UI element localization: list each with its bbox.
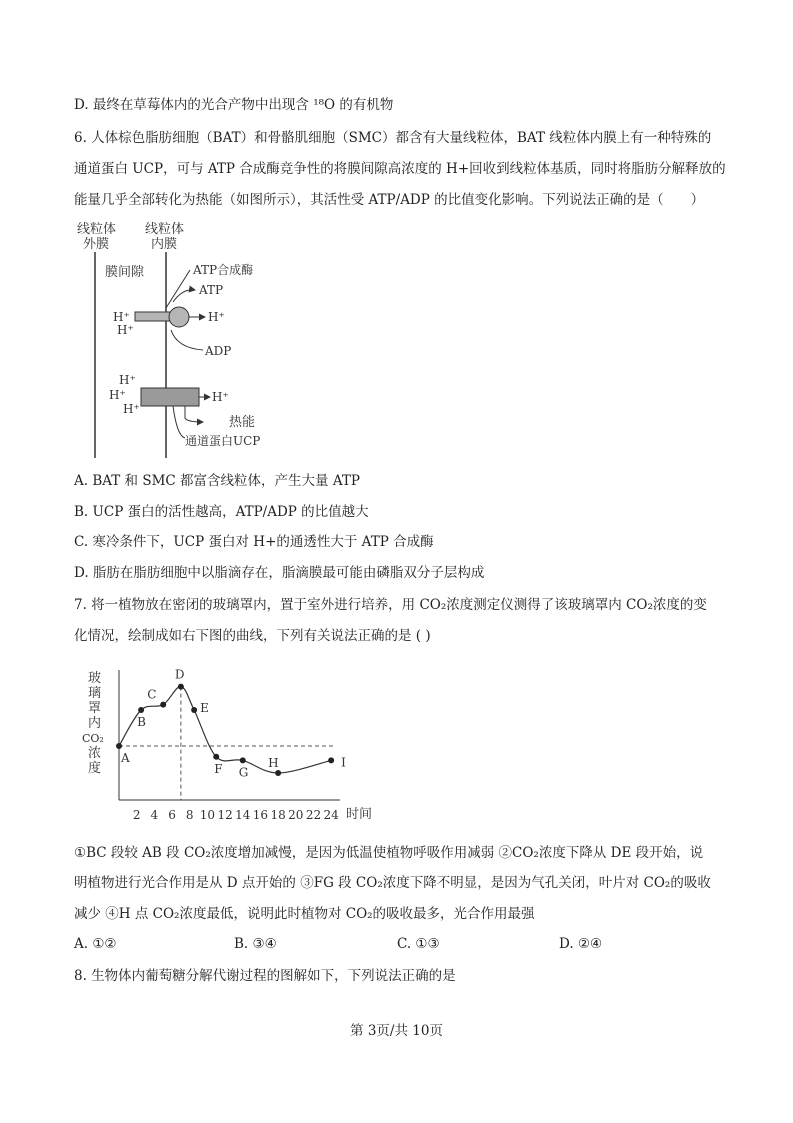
y-label-char: 内	[88, 716, 102, 731]
q6-option-d: D. 脂肪在脂肪细胞中以脂滴存在，脂滴膜最可能由磷脂双分子层构成	[74, 565, 485, 581]
x-tick-label: 6	[168, 808, 176, 822]
q6-stem-line-1: 6. 人体棕色脂肪细胞（BAT）和骨骼肌细胞（SMC）都含有大量线粒体，BAT 线粒体内膜上有一种特殊的	[74, 130, 712, 146]
x-tick-label: 22	[305, 808, 322, 822]
ucp-channel	[141, 388, 199, 406]
x-tick-label: 14	[235, 808, 251, 822]
data-point-g	[240, 757, 246, 763]
point-label-b: B	[137, 715, 146, 729]
q7-option-d: D. ②④	[559, 936, 603, 952]
q6-stem-line-2: 通道蛋白 UCP，可与 ATP 合成酶竞争性的将膜间隙高浓度的 H+回收到线粒体基质，同时将脂肪分解释放的	[74, 161, 726, 177]
adp-label: ADP	[205, 344, 232, 358]
y-label-char: 浓	[88, 746, 102, 761]
q7-option-b: B. ③④	[234, 936, 277, 952]
q8-stem-line-1: 8. 生物体内葡萄糖分解代谢过程的图解如下，下列说法正确的是	[74, 968, 456, 984]
point-label-c: C	[147, 687, 157, 702]
point-label-f: F	[214, 761, 223, 776]
q6-stem-line-3: 能量几乎全部转化为热能（如图所示），其活性受 ATP/ADP 的比值变化影响。下列说法正确的是（ ）	[74, 192, 705, 208]
x-tick-label: 18	[270, 808, 286, 822]
q6-option-a: A. BAT 和 SMC 都富含线粒体，产生大量 ATP	[74, 473, 360, 489]
ucp-label: 通道蛋白UCP	[185, 434, 261, 448]
q7-statement-line-3: 减少 ④H 点 CO₂浓度最低，说明此时植物对 CO₂的吸收最多，光合作用最强	[74, 906, 535, 922]
data-point-d	[178, 684, 184, 690]
q5-option-d: D. 最终在草莓体内的光合产物中出现含 ¹⁸O 的有机物	[74, 97, 394, 113]
inner-membrane-label-1: 线粒体	[145, 222, 185, 237]
h-plus-label-7: H⁺	[212, 390, 229, 404]
page-footer: 第 3页/共 10页	[350, 1023, 443, 1039]
q6-option-c: C. 寒冷条件下，UCP 蛋白对 H+的通透性大于 ATP 合成酶	[74, 534, 434, 550]
data-point-c	[160, 702, 166, 708]
x-tick-label: 4	[150, 808, 159, 822]
atp-label: ATP	[199, 283, 224, 297]
h-plus-label-4: H⁺	[119, 373, 136, 387]
x-tick-label: 8	[185, 808, 194, 822]
data-point-b	[138, 707, 144, 713]
point-label-d: D	[174, 667, 185, 682]
data-point-a	[116, 743, 122, 749]
q7-statement-line-2: 明植物进行光合作用是从 D 点开始的 ③FG 段 CO₂浓度下降不明显，是因为气孔关闭，叶片对 CO₂的吸收	[74, 875, 711, 891]
q6-option-b: B. UCP 蛋白的活性越高，ATP/ADP 的比值越大	[74, 504, 369, 520]
x-tick-label: 10	[199, 808, 216, 822]
mitochondria-membrane-diagram	[75, 218, 285, 460]
y-label-char: 罩	[88, 701, 102, 716]
y-label-char: 璃	[88, 686, 102, 701]
y-label-char: CO₂	[82, 732, 104, 745]
q7-statement-line-1: ①BC 段较 AB 段 CO₂浓度增加减慢，是因为低温使植物呼吸作用减弱 ②CO₂浓度下降从 DE 段开始，说	[74, 845, 704, 861]
y-axis-label	[82, 670, 104, 776]
outer-membrane-label-1: 线粒体	[77, 222, 117, 237]
x-tick-label: 24	[323, 808, 339, 822]
atp-synthase-label: ATP合成酶	[193, 263, 254, 277]
data-point-i	[328, 757, 334, 763]
q7-options	[74, 934, 724, 954]
intermembrane-space-label: 膜间隙	[105, 265, 145, 280]
q7-stem-line-1: 7. 将一植物放在密闭的玻璃罩内，置于室外进行培养，用 CO₂浓度测定仪测得了该玻璃罩内 CO₂浓度的变	[74, 597, 707, 613]
h-plus-label-1: H⁺	[113, 310, 130, 324]
atp-synthase-head	[169, 307, 189, 327]
x-axis-label: 时间	[346, 807, 373, 822]
q7-option-c: C. ①③	[397, 936, 440, 952]
q7-stem-line-2: 化情况，绘制成如右下图的曲线，下列有关说法正确的是 ( )	[74, 628, 431, 644]
h-plus-label-2: H⁺	[117, 323, 134, 337]
heat-label: 热能	[229, 415, 256, 430]
x-tick-label: 12	[217, 808, 233, 822]
q7-option-a: A. ①②	[74, 936, 117, 952]
point-label-e: E	[200, 701, 209, 715]
outer-membrane-label-2: 外膜	[83, 237, 110, 252]
point-label-h: H	[268, 756, 279, 770]
data-point-e	[191, 707, 197, 713]
x-tick-label: 20	[288, 808, 304, 822]
point-label-g: G	[238, 765, 249, 780]
y-label-char: 度	[88, 761, 102, 776]
data-point-h	[275, 770, 281, 776]
y-label-char: 玻	[88, 671, 102, 686]
point-label-a: A	[121, 751, 130, 765]
inner-membrane-label-2: 内膜	[151, 237, 178, 252]
h-plus-label-5: H⁺	[109, 388, 126, 402]
point-label-i: I	[341, 755, 346, 770]
x-tick-label: 16	[252, 808, 269, 822]
h-plus-label-6: H⁺	[123, 402, 140, 416]
data-point-f	[213, 754, 219, 760]
co2-concentration-chart	[78, 660, 388, 830]
h-plus-label-3: H⁺	[208, 310, 225, 324]
x-tick-label: 2	[132, 808, 141, 822]
